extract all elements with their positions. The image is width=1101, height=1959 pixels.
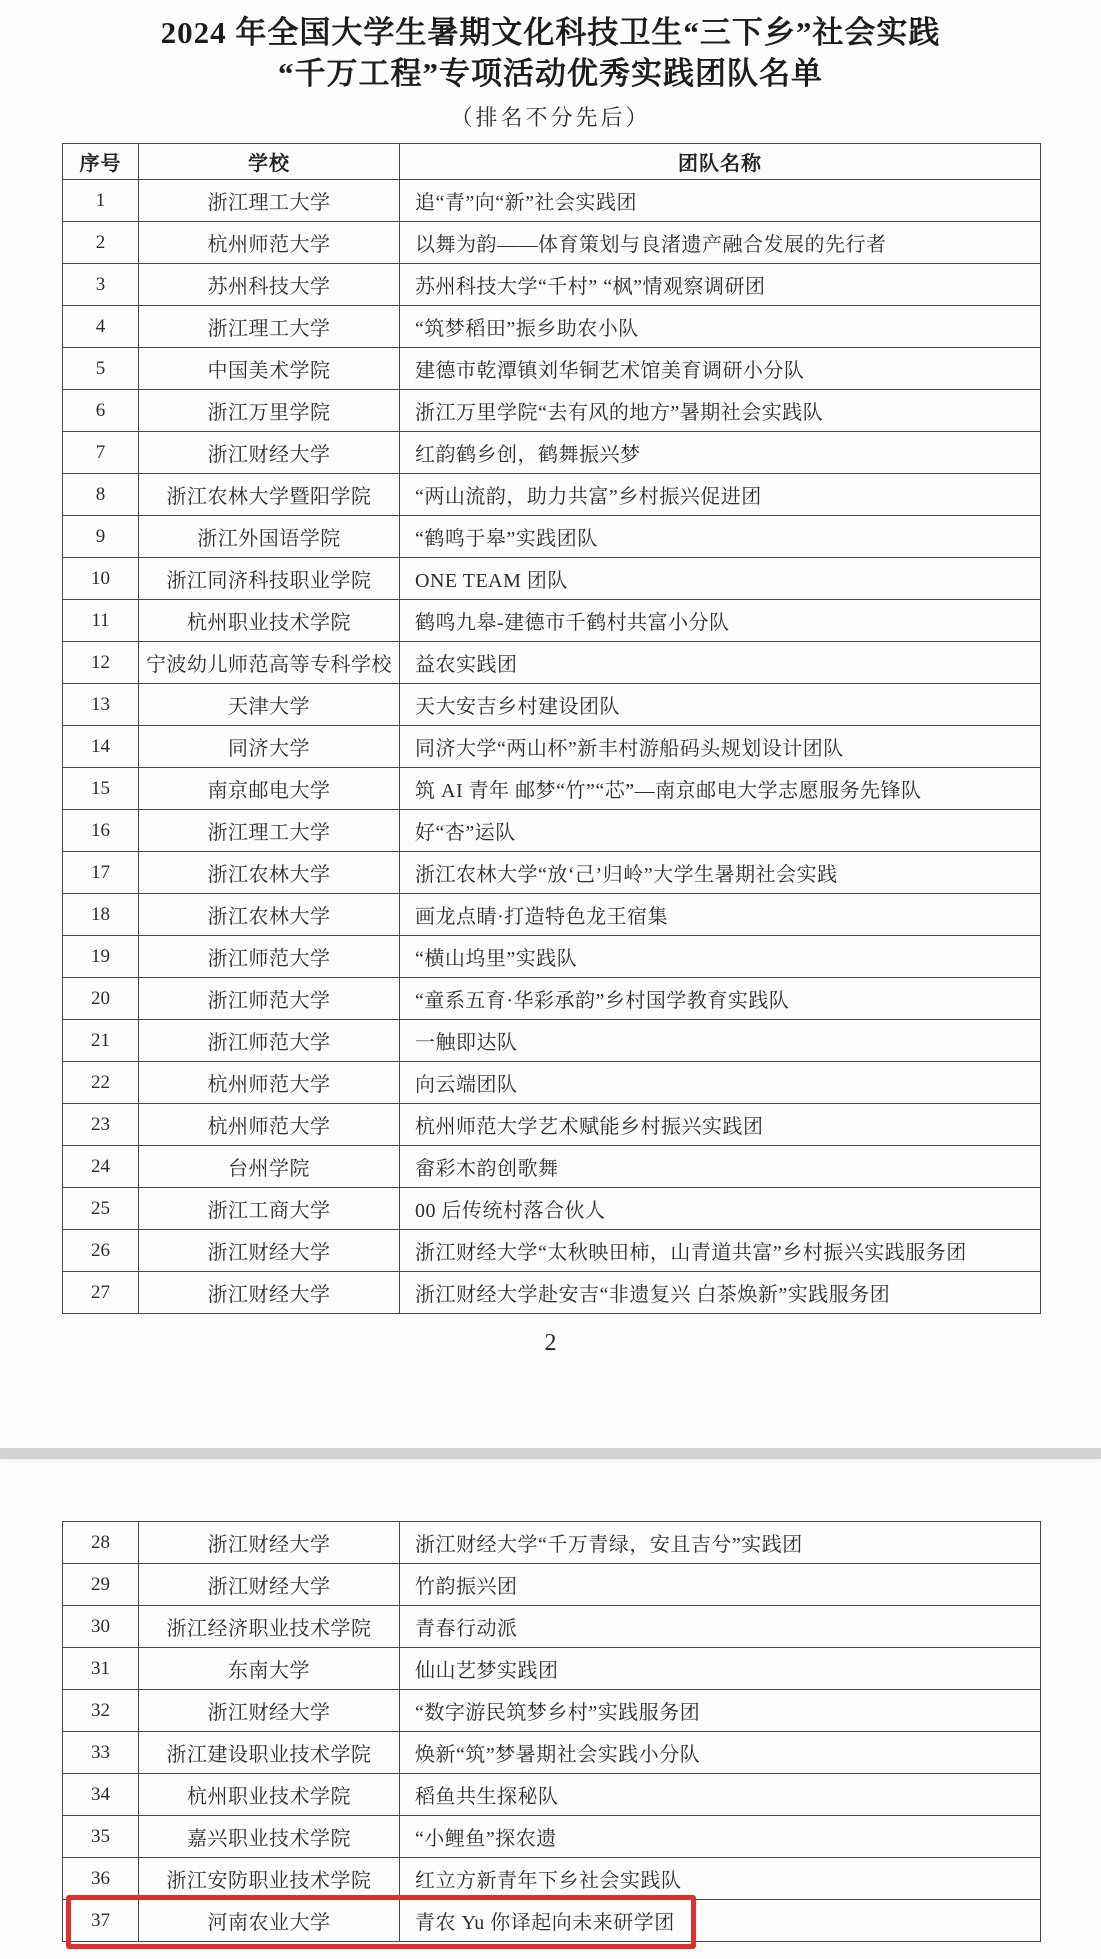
- table-row: [63, 390, 1041, 432]
- row-number: 18: [63, 894, 139, 936]
- school-name: 浙江财经大学: [139, 1522, 400, 1564]
- teams-table-rows-1-27: [62, 143, 1041, 1314]
- team-name: “童系五育·华彩承韵”乡村国学教育实践队: [400, 978, 1041, 1020]
- school-name: 浙江师范大学: [139, 978, 400, 1020]
- table-row: [63, 642, 1041, 684]
- table-row: [63, 726, 1041, 768]
- school-name: 浙江师范大学: [139, 1020, 400, 1062]
- school-name: 浙江理工大学: [139, 180, 400, 222]
- row-number: 29: [63, 1564, 139, 1606]
- team-name: 红立方新青年下乡社会实践队: [400, 1858, 1041, 1900]
- team-name: 筑 AI 青年 邮梦“竹”“芯”—南京邮电大学志愿服务先锋队: [400, 768, 1041, 810]
- page-separator-band: [0, 1448, 1101, 1459]
- table-row: [63, 306, 1041, 348]
- row-number: 27: [63, 1272, 139, 1314]
- team-name: 画龙点睛·打造特色龙王宿集: [400, 894, 1041, 936]
- school-name: 杭州师范大学: [139, 1104, 400, 1146]
- row-number: 16: [63, 810, 139, 852]
- teams-table-rows-28-37: [62, 1521, 1041, 1942]
- row-number: 10: [63, 558, 139, 600]
- team-name: 建德市乾潭镇刘华铜艺术馆美育调研小分队: [400, 348, 1041, 390]
- table-row: [63, 1816, 1041, 1858]
- table-row: [63, 432, 1041, 474]
- row-number: 22: [63, 1062, 139, 1104]
- team-name: 鹤鸣九皋-建德市千鹤村共富小分队: [400, 600, 1041, 642]
- table-row: [63, 1104, 1041, 1146]
- school-name: 浙江农林大学: [139, 852, 400, 894]
- row-number: 8: [63, 474, 139, 516]
- table-row: [63, 474, 1041, 516]
- team-name: 浙江万里学院“去有风的地方”暑期社会实践队: [400, 390, 1041, 432]
- row-number: 24: [63, 1146, 139, 1188]
- row-number: 23: [63, 1104, 139, 1146]
- table-row: [63, 1774, 1041, 1816]
- school-name: 杭州职业技术学院: [139, 600, 400, 642]
- table-row: [63, 1230, 1041, 1272]
- table-row: [63, 1522, 1041, 1564]
- table-row: [63, 936, 1041, 978]
- table-row: [63, 1858, 1041, 1900]
- school-name: 东南大学: [139, 1648, 400, 1690]
- row-number: 4: [63, 306, 139, 348]
- team-name: 追“青”向“新”社会实践团: [400, 180, 1041, 222]
- team-name: 益农实践团: [400, 642, 1041, 684]
- row-number: 35: [63, 1816, 139, 1858]
- team-name: 以舞为韵——体育策划与良渚遗产融合发展的先行者: [400, 222, 1041, 264]
- school-name: 浙江理工大学: [139, 810, 400, 852]
- row-number: 9: [63, 516, 139, 558]
- document-title: [0, 12, 1101, 132]
- team-name: “两山流韵，助力共富”乡村振兴促进团: [400, 474, 1041, 516]
- school-name: 浙江财经大学: [139, 1230, 400, 1272]
- table-row: [63, 810, 1041, 852]
- row-number: 12: [63, 642, 139, 684]
- team-name: ONE TEAM 团队: [400, 558, 1041, 600]
- school-name: 浙江安防职业技术学院: [139, 1858, 400, 1900]
- row-number: 32: [63, 1690, 139, 1732]
- table-row: [63, 1690, 1041, 1732]
- table-row: [63, 1732, 1041, 1774]
- team-name: “数字游民筑梦乡村”实践服务团: [400, 1690, 1041, 1732]
- school-name: 浙江经济职业技术学院: [139, 1606, 400, 1648]
- school-name: 杭州职业技术学院: [139, 1774, 400, 1816]
- table-row: [63, 558, 1041, 600]
- school-name: 杭州师范大学: [139, 1062, 400, 1104]
- row-number: 33: [63, 1732, 139, 1774]
- table-row: [63, 1564, 1041, 1606]
- team-name: 一触即达队: [400, 1020, 1041, 1062]
- team-name: 仙山艺梦实践团: [400, 1648, 1041, 1690]
- row-number: 25: [63, 1188, 139, 1230]
- row-number: 2: [63, 222, 139, 264]
- row-number: 6: [63, 390, 139, 432]
- school-name: 同济大学: [139, 726, 400, 768]
- table-row: [63, 600, 1041, 642]
- school-name: 中国美术学院: [139, 348, 400, 390]
- school-name: 杭州师范大学: [139, 222, 400, 264]
- page-number: 2: [544, 1330, 557, 1356]
- team-name: 青春行动派: [400, 1606, 1041, 1648]
- school-name: 浙江财经大学: [139, 1272, 400, 1314]
- table-row: [63, 768, 1041, 810]
- table-row: [63, 264, 1041, 306]
- title-line-2: “千万工程”专项活动优秀实践团队名单: [278, 56, 823, 91]
- row-number: 31: [63, 1648, 139, 1690]
- row-number: 15: [63, 768, 139, 810]
- table-row: [63, 684, 1041, 726]
- table-row: [63, 180, 1041, 222]
- table-row: [63, 1272, 1041, 1314]
- school-name: 天津大学: [139, 684, 400, 726]
- team-name: 青农 Yu 你译起向未来研学团: [400, 1900, 1041, 1942]
- team-name: 浙江财经大学“千万青绿，安且吉兮”实践团: [400, 1522, 1041, 1564]
- row-number: 5: [63, 348, 139, 390]
- team-name: 苏州科技大学“千村” “枫”情观察调研团: [400, 264, 1041, 306]
- school-name: 浙江万里学院: [139, 390, 400, 432]
- school-name: 台州学院: [139, 1146, 400, 1188]
- table-row: [63, 348, 1041, 390]
- row-number: 7: [63, 432, 139, 474]
- team-name: 浙江农林大学“放‘己’归岭”大学生暑期社会实践: [400, 852, 1041, 894]
- row-number: 28: [63, 1522, 139, 1564]
- table-row: [63, 852, 1041, 894]
- row-number: 1: [63, 180, 139, 222]
- table-row: [63, 1188, 1041, 1230]
- table-row: [63, 1062, 1041, 1104]
- table-row: [63, 978, 1041, 1020]
- school-name: 浙江财经大学: [139, 1564, 400, 1606]
- row-number: 3: [63, 264, 139, 306]
- school-name: 浙江工商大学: [139, 1188, 400, 1230]
- school-name: 河南农业大学: [139, 1900, 400, 1942]
- team-name: 好“杏”运队: [400, 810, 1041, 852]
- table-row: [63, 1648, 1041, 1690]
- table-row: [63, 894, 1041, 936]
- row-number: 21: [63, 1020, 139, 1062]
- school-name: 苏州科技大学: [139, 264, 400, 306]
- team-name: 焕新“筑”梦暑期社会实践小分队: [400, 1732, 1041, 1774]
- row-number: 36: [63, 1858, 139, 1900]
- school-name: 浙江财经大学: [139, 432, 400, 474]
- column-header-school: 学校: [139, 144, 400, 180]
- table-row: [63, 1606, 1041, 1648]
- school-name: 浙江外国语学院: [139, 516, 400, 558]
- school-name: 浙江建设职业技术学院: [139, 1732, 400, 1774]
- team-name: “鹤鸣于皋”实践团队: [400, 516, 1041, 558]
- team-name: 浙江财经大学“太秋映田柿，山青道共富”乡村振兴实践服务团: [400, 1230, 1041, 1272]
- column-header-team: 团队名称: [400, 144, 1041, 180]
- team-name: 杭州师范大学艺术赋能乡村振兴实践团: [400, 1104, 1041, 1146]
- row-number: 34: [63, 1774, 139, 1816]
- title-line-1: 2024 年全国大学生暑期文化科技卫生“三下乡”社会实践: [160, 15, 941, 50]
- table-header: [63, 144, 1041, 180]
- row-number: 13: [63, 684, 139, 726]
- row-number: 14: [63, 726, 139, 768]
- team-name: 向云端团队: [400, 1062, 1041, 1104]
- table-row-highlighted: [63, 1900, 1041, 1942]
- team-name: 天大安吉乡村建设团队: [400, 684, 1041, 726]
- school-name: 浙江师范大学: [139, 936, 400, 978]
- school-name: 嘉兴职业技术学院: [139, 1816, 400, 1858]
- row-number: 37: [63, 1900, 139, 1942]
- row-number: 30: [63, 1606, 139, 1648]
- team-name: 红韵鹤乡创，鹤舞振兴梦: [400, 432, 1041, 474]
- table-row: [63, 222, 1041, 264]
- school-name: 南京邮电大学: [139, 768, 400, 810]
- team-name: 竹韵振兴团: [400, 1564, 1041, 1606]
- team-name: “横山坞里”实践队: [400, 936, 1041, 978]
- table-row: [63, 1020, 1041, 1062]
- team-name: 00 后传统村落合伙人: [400, 1188, 1041, 1230]
- column-header-index: 序号: [63, 144, 139, 180]
- row-number: 17: [63, 852, 139, 894]
- school-name: 宁波幼儿师范高等专科学校: [139, 642, 400, 684]
- team-name: 同济大学“两山杯”新丰村游船码头规划设计团队: [400, 726, 1041, 768]
- school-name: 浙江农林大学: [139, 894, 400, 936]
- team-name: “小鲤鱼”探农遗: [400, 1816, 1041, 1858]
- table-row: [63, 516, 1041, 558]
- school-name: 浙江理工大学: [139, 306, 400, 348]
- title-note: （排名不分先后）: [450, 105, 651, 130]
- table-row: [63, 1146, 1041, 1188]
- team-name: 稻鱼共生探秘队: [400, 1774, 1041, 1816]
- school-name: 浙江农林大学暨阳学院: [139, 474, 400, 516]
- row-number: 26: [63, 1230, 139, 1272]
- row-number: 20: [63, 978, 139, 1020]
- row-number: 19: [63, 936, 139, 978]
- team-name: “筑梦稻田”振乡助农小队: [400, 306, 1041, 348]
- school-name: 浙江同济科技职业学院: [139, 558, 400, 600]
- team-name: 畲彩木韵创歌舞: [400, 1146, 1041, 1188]
- school-name: 浙江财经大学: [139, 1690, 400, 1732]
- row-number: 11: [63, 600, 139, 642]
- team-name: 浙江财经大学赴安吉“非遗复兴 白茶焕新”实践服务团: [400, 1272, 1041, 1314]
